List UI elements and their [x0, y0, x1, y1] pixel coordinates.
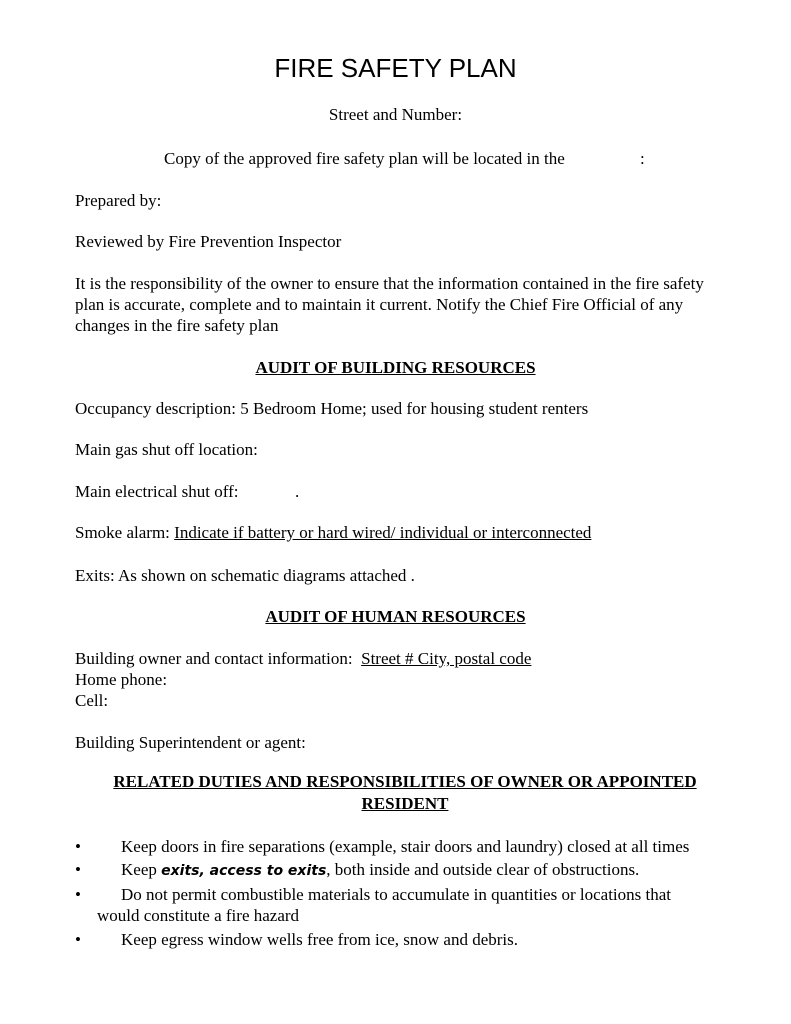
owner-contact-label: Building owner and contact information:	[75, 649, 362, 668]
smoke-alarm-value: Indicate if battery or hard wired/ individual or interconnected	[174, 523, 592, 542]
street-number-label: Street and Number:	[328, 105, 463, 124]
exits-text: Exits: As shown on schematic diagrams attached .	[75, 566, 415, 585]
duty-item-1	[97, 836, 737, 857]
duty-item-3	[97, 884, 717, 926]
copy-location-text: Copy of the approved fire safety plan will be located in the	[164, 149, 565, 168]
duty-item-4-text: Keep egress window wells free from ice, snow and debris.	[121, 930, 519, 949]
human-resources-heading: AUDIT OF HUMAN RESOURCES	[265, 607, 526, 626]
duty-item-3-text: Do not permit combustible materials to accumulate in quantities or locations that would constitute a fire hazard	[97, 885, 672, 925]
duty-item-2-emphasis: exits, access to exits	[161, 863, 327, 879]
duty-item-4	[97, 929, 737, 950]
bullet-icon: •	[75, 885, 81, 904]
owner-contact-value: Street # City, postal code	[361, 649, 532, 668]
superintendent-label: Building Superintendent or agent:	[75, 733, 306, 752]
occupancy-description: Occupancy description: 5 Bedroom Home; used for housing student renters	[75, 399, 589, 418]
duty-item-2	[97, 859, 737, 882]
cell-label: Cell:	[75, 691, 109, 710]
bullet-icon: •	[75, 837, 81, 856]
duties-heading: RELATED DUTIES AND RESPONSIBILITIES OF OWNER OR APPOINTED RESIDENT	[113, 772, 697, 813]
prepared-by-label: Prepared by:	[75, 191, 162, 210]
reviewed-by-label: Reviewed by Fire Prevention Inspector	[75, 232, 342, 251]
duty-item-1-text: Keep doors in fire separations (example, stair doors and laundry) closed at all times	[121, 837, 690, 856]
duty-item-2-after: , both inside and outside clear of obstructions.	[326, 860, 640, 879]
bullet-icon: •	[75, 930, 81, 949]
copy-location-colon: :	[640, 149, 645, 168]
smoke-alarm-row	[75, 522, 591, 543]
electrical-shutoff-label: Main electrical shut off:	[75, 482, 239, 501]
gas-shutoff-label: Main gas shut off location:	[75, 440, 258, 459]
duty-item-2-before: Keep	[121, 860, 162, 879]
document-title: FIRE SAFETY PLAN	[274, 53, 517, 83]
responsibility-paragraph: It is the responsibility of the owner to ensure that the information contained in the fire safety plan is accurate, complete and to maintain it current. Notify the Chief Fire Official of any changes in the fire safety plan	[75, 274, 704, 335]
electrical-shutoff-period: .	[295, 482, 300, 501]
building-resources-heading: AUDIT OF BUILDING RESOURCES	[255, 358, 536, 377]
owner-contact-row	[75, 648, 531, 669]
home-phone-label: Home phone:	[75, 670, 168, 689]
smoke-alarm-label: Smoke alarm:	[75, 523, 175, 542]
bullet-icon: •	[75, 860, 81, 879]
